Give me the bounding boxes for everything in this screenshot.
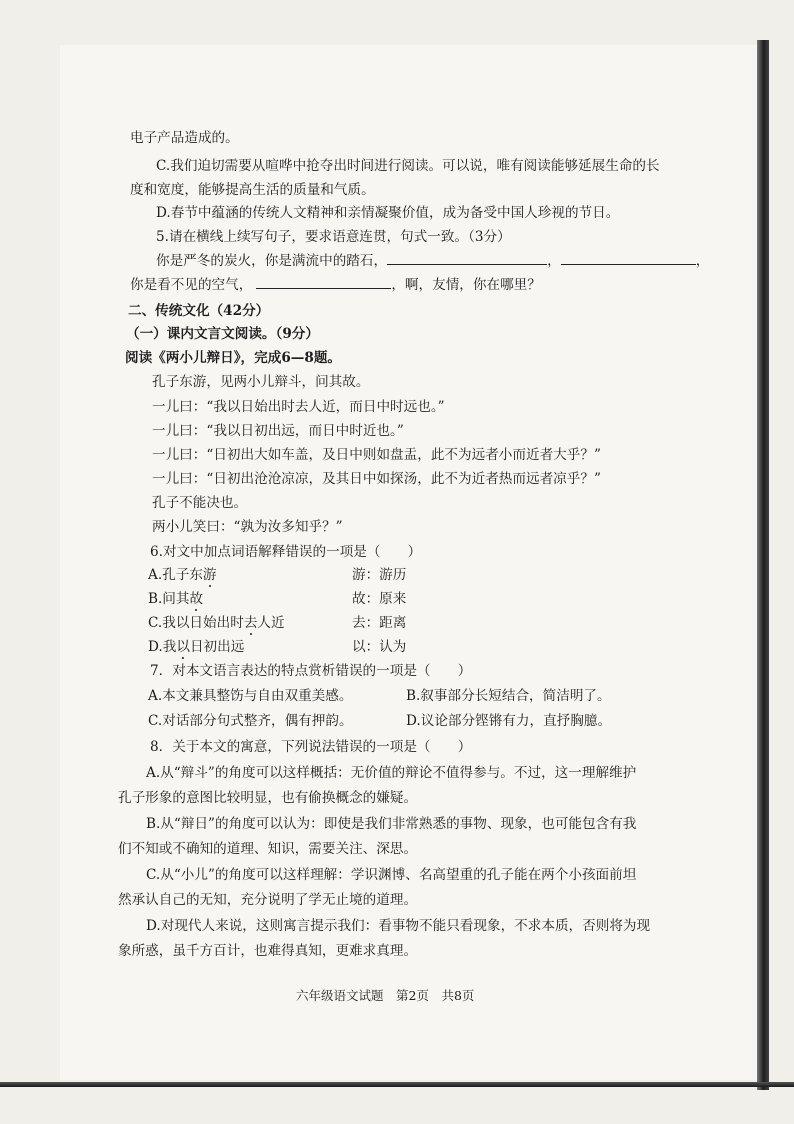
emphasis-dot-word: 去 xyxy=(243,615,258,631)
question-8: 8．关于本文的寓意，下列说法错误的一项是（ ） xyxy=(150,739,472,755)
text-line: 电子产品造成的。 xyxy=(130,130,239,146)
answer-blank[interactable] xyxy=(387,252,547,265)
q5-prompt-1: 你是严冬的炭火，你是满流中的踏石， xyxy=(156,253,388,269)
text-line: 们不知或不确知的道理、知识，需要关注、深思。 xyxy=(118,841,418,857)
answer-blank[interactable] xyxy=(561,252,696,265)
q8-option-d: D.对现代人来说，这则寓言提示我们：看事物不能只看现象，不求本质，否则将为现 xyxy=(146,918,651,934)
passage-line: 一儿曰：“日初出大如车盖，及日中则如盘盂，此不为远者小而近者大乎？” xyxy=(152,447,601,463)
comma: ， xyxy=(547,253,561,269)
passage-line: 孔子不能决也。 xyxy=(152,495,248,511)
subsection-heading: （一）课内文言文阅读。（9分） xyxy=(126,326,319,342)
q7-option-d: D.议论部分铿锵有力，直抒胸臆。 xyxy=(406,713,612,729)
q7-option-b: B.叙事部分长短结合，简洁明了。 xyxy=(406,688,611,704)
q6-option-d: D.我以日初出远 xyxy=(148,639,245,655)
emphasis-dot-word: 故 xyxy=(189,591,204,607)
passage-line: 一儿曰：“我以日初出远，而日中时近也。” xyxy=(152,423,404,439)
q6-option-c: C.我以日始出时去人近 xyxy=(148,615,285,631)
q5-prompt-2: 你是看不见的空气， xyxy=(130,277,253,293)
q6-option-a: A.孔子东游 xyxy=(148,567,217,583)
q6-option-d-meaning: 以：认为 xyxy=(352,639,407,655)
passage-line: 孔子东游，见两小儿辩斗，问其故。 xyxy=(152,374,370,390)
option-d-q4: D.春节中蕴涵的传统人文精神和亲情凝聚价值，成为备受中国人珍视的节日。 xyxy=(156,205,620,221)
question-5: 5.请在横线上续写句子，要求语意连贯，句式一致。（3分） xyxy=(156,229,511,245)
q7-option-c: C.对话部分句式整齐，偶有押韵。 xyxy=(148,713,353,729)
q6-option-b: B.问其故 xyxy=(148,591,204,607)
page-footer: 六年级语文试题 第2页 共8页 xyxy=(296,988,475,1003)
option-c-q4: C.我们迫切需要从喧哗中抢夺出时间进行阅读。可以说，唯有阅读能够延展生命的长 xyxy=(156,158,660,174)
text-line: 象所惑，虽千方百计，也难得真知，更难求真理。 xyxy=(118,943,418,959)
q6-option-b-meaning: 故：原来 xyxy=(352,591,407,607)
q5-prompt-3: ，啊，友情，你在哪里？ xyxy=(391,277,541,293)
q6-option-c-meaning: 去：距离 xyxy=(352,615,407,631)
text-line: 度和宽度，能够提高生活的质量和气质。 xyxy=(130,182,375,198)
q8-option-b: B.从“辩日”的角度可以认为：即使是我们非常熟悉的事物、现象，也可能包含有我 xyxy=(146,816,637,832)
answer-blank[interactable] xyxy=(256,276,391,289)
comma: ， xyxy=(695,253,710,269)
passage-line: 两小儿笑曰：“孰为汝多知乎？” xyxy=(152,519,343,535)
q7-option-a: A.本文兼具整饬与自由双重美感。 xyxy=(148,688,353,704)
q5-line-1 xyxy=(156,252,709,270)
emphasis-dot-word: 以 xyxy=(176,639,190,655)
text-line: 然承认自己的无知，充分说明了学无止境的道理。 xyxy=(118,892,418,908)
text-line: 孔子形象的意图比较明显，也有偷换概念的嫌疑。 xyxy=(118,790,418,806)
passage-line: 一儿曰：“我以日始出时去人近，而日中时远也。” xyxy=(152,399,445,415)
q5-line-2 xyxy=(130,276,541,294)
passage-line: 一儿曰：“日初出沧沧凉凉，及其日中如探汤，此不为近者热而远者凉乎？” xyxy=(152,471,601,487)
q8-option-a: A.从“辩斗”的角度可以这样概括：无价值的辩论不值得参与。不过，这一理解维护 xyxy=(146,765,637,781)
question-7: 7．对本文语言表达的特点赏析错误的一项是（ ） xyxy=(150,663,472,679)
q8-option-c: C.从“小儿”的角度可以这样理解：学识渊博、名高望重的孔子能在两个小孩面前坦 xyxy=(146,867,637,883)
question-6: 6.对文中加点词语解释错误的一项是（ ） xyxy=(150,544,422,560)
emphasis-dot-word: 游 xyxy=(202,567,217,583)
reading-instruction: 阅读《两小儿辩日》，完成6—8题。 xyxy=(125,350,342,366)
q6-option-a-meaning: 游：游历 xyxy=(352,567,407,583)
section-heading: 二、传统文化（42分） xyxy=(128,303,270,319)
